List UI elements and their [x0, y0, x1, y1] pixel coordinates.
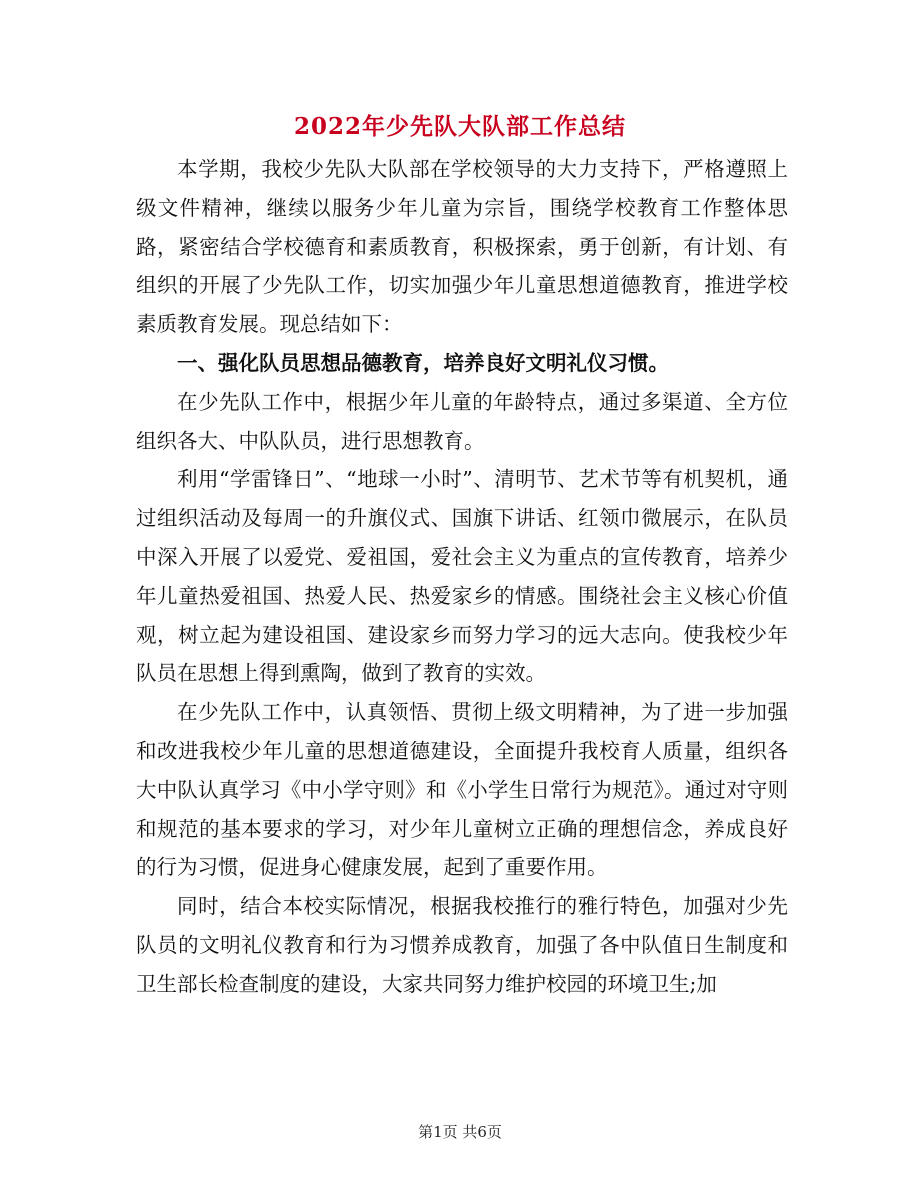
paragraph-3: 利用“学雷锋日”、“地球一小时”、清明节、艺术节等有机契机，通过组织活动及每周一的升旗仪式、国旗下讲话、红领巾微展示，在队员中深入开展了以爱党、爱祖国，爱社会主义为重点的宣传教育，培养少年儿童热爱祖国、热爱人民、热爱家乡的情感。围绕社会主义核心价值观，树立起为建设祖国、建设家乡而努力学习的远大志向。使我校少年队员在思想上得到熏陶，做到了教育的实效。 [136, 467, 788, 686]
paragraph-4: 在少先队工作中，认真领悟、贯彻上级文明精神，为了进一步加强和改进我校少年儿童的思想道德建设，全面提升我校育人质量，组织各大中队认真学习《中小学守则》和《小学生日常行为规范》。通过对守则和规范的基本要求的学习，对少年儿童树立正确的理想信念，养成良好的行为习惯，促进身心健康发展，起到了重要作用。 [136, 700, 788, 880]
paragraph-2: 在少先队工作中，根据少年儿童的年龄特点，通过多渠道、全方位组织各大、中队队员，进行思想教育。 [136, 389, 788, 453]
section-heading-1: 一、强化队员思想品德教育，培养良好文明礼仪习惯。 [177, 350, 669, 375]
document-title: 2022年少先队大队部工作总结 [293, 113, 626, 140]
page-number-footer: 第1页 共6页 [418, 1123, 502, 1141]
paragraph-intro: 本学期，我校少先队大队部在学校领导的大力支持下，严格遵照上级文件精神，继续以服务少年儿童为宗旨，围绕学校教育工作整体思路，紧密结合学校德育和素质教育，积极探索，勇于创新，有计划、有组织的开展了少先队工作，切实加强少年儿童思想道德教育，推进学校素质教育发展。现总结如下： [136, 157, 788, 337]
document-body [136, 150, 788, 1004]
paragraph-5: 同时，结合本校实际情况，根据我校推行的雅行特色，加强对少先队员的文明礼仪教育和行为习惯养成教育，加强了各中队值日生制度和卫生部长检查制度的建设，大家共同努力维护校园的环境卫生;加 [136, 894, 788, 996]
